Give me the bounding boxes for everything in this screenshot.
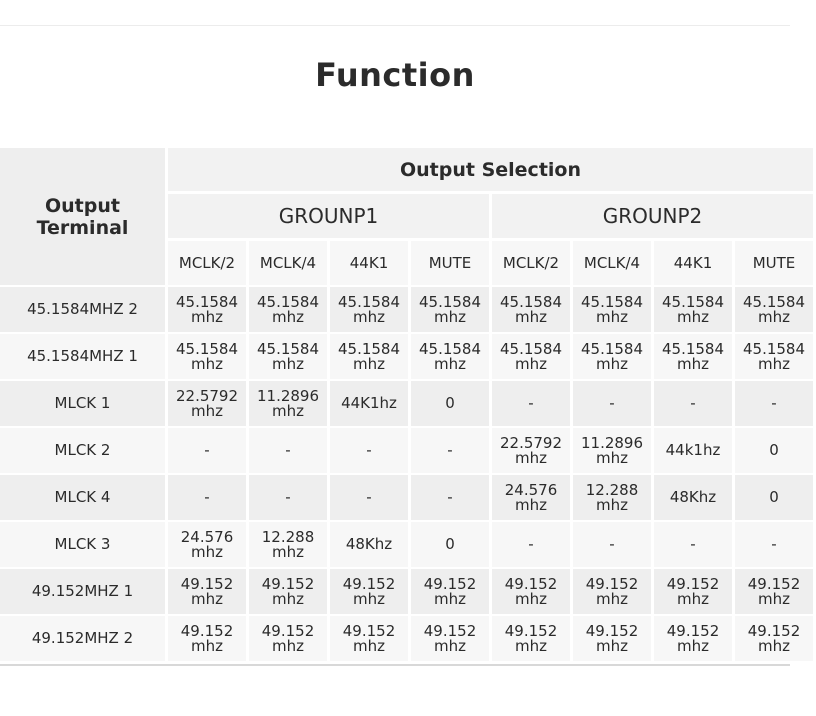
row-label: 49.152MHZ 1: [0, 569, 165, 616]
table-cell: 49.152 mhz: [492, 569, 570, 616]
table-cell: 49.152 mhz: [330, 616, 408, 663]
table-cell: 49.152 mhz: [492, 616, 570, 663]
column-header: MUTE: [411, 241, 489, 287]
table-row: [0, 428, 813, 475]
group-header-1: GROUNP1: [168, 194, 489, 241]
table-cell: -: [654, 381, 732, 428]
table-body: [0, 287, 813, 663]
table-cell: 45.1584 mhz: [654, 334, 732, 381]
function-table-container: [0, 148, 806, 664]
table-cell: 24.576 mhz: [168, 522, 246, 569]
table-row: [0, 569, 813, 616]
table-cell: 49.152 mhz: [330, 569, 408, 616]
table-cell: 45.1584 mhz: [492, 334, 570, 381]
table-cell: 45.1584 mhz: [168, 334, 246, 381]
table-cell: 12.288 mhz: [249, 522, 327, 569]
table-cell: -: [168, 475, 246, 522]
table-cell: -: [411, 428, 489, 475]
function-table: [0, 148, 816, 663]
table-cell: 45.1584 mhz: [654, 287, 732, 334]
table-cell: 45.1584 mhz: [735, 334, 813, 381]
table-cell: -: [492, 381, 570, 428]
table-cell: -: [492, 522, 570, 569]
table-cell: 0: [411, 522, 489, 569]
column-header: 44K1: [330, 241, 408, 287]
table-cell: 49.152 mhz: [573, 616, 651, 663]
table-cell: 49.152 mhz: [168, 616, 246, 663]
column-header: 44K1: [654, 241, 732, 287]
table-cell: 45.1584 mhz: [411, 334, 489, 381]
table-row: [0, 475, 813, 522]
table-cell: 45.1584 mhz: [492, 287, 570, 334]
table-cell: -: [168, 428, 246, 475]
row-label: MLCK 1: [0, 381, 165, 428]
output-terminal-header: Output Terminal: [0, 148, 165, 287]
bottom-divider: [0, 664, 790, 666]
row-label: MLCK 3: [0, 522, 165, 569]
column-header: MCLK/2: [492, 241, 570, 287]
table-row: [0, 616, 813, 663]
table-cell: 22.5792 mhz: [492, 428, 570, 475]
column-header: MUTE: [735, 241, 813, 287]
table-cell: 49.152 mhz: [168, 569, 246, 616]
table-cell: 11.2896 mhz: [249, 381, 327, 428]
table-cell: -: [654, 522, 732, 569]
table-cell: 45.1584 mhz: [330, 287, 408, 334]
table-cell: 0: [735, 428, 813, 475]
row-label: 45.1584MHZ 1: [0, 334, 165, 381]
table-cell: -: [249, 475, 327, 522]
table-cell: -: [330, 428, 408, 475]
table-cell: 45.1584 mhz: [573, 334, 651, 381]
column-header: MCLK/4: [249, 241, 327, 287]
table-row: [0, 287, 813, 334]
table-cell: 45.1584 mhz: [249, 334, 327, 381]
column-header: MCLK/2: [168, 241, 246, 287]
table-cell: -: [249, 428, 327, 475]
table-row: [0, 381, 813, 428]
table-cell: 45.1584 mhz: [735, 287, 813, 334]
table-cell: 49.152 mhz: [249, 616, 327, 663]
table-cell: 24.576 mhz: [492, 475, 570, 522]
top-divider: [0, 25, 790, 26]
page-title: Function: [315, 56, 475, 94]
table-cell: 49.152 mhz: [411, 616, 489, 663]
table-cell: 12.288 mhz: [573, 475, 651, 522]
table-cell: 22.5792 mhz: [168, 381, 246, 428]
table-cell: -: [573, 381, 651, 428]
column-header: MCLK/4: [573, 241, 651, 287]
table-cell: 45.1584 mhz: [411, 287, 489, 334]
table-cell: 48Khz: [330, 522, 408, 569]
table-cell: 49.152 mhz: [573, 569, 651, 616]
group-header-2: GROUNP2: [492, 194, 813, 241]
table-cell: 49.152 mhz: [735, 569, 813, 616]
table-cell: -: [735, 522, 813, 569]
table-cell: 48Khz: [654, 475, 732, 522]
row-label: 45.1584MHZ 2: [0, 287, 165, 334]
table-cell: -: [411, 475, 489, 522]
row-label: MLCK 2: [0, 428, 165, 475]
table-cell: 49.152 mhz: [735, 616, 813, 663]
table-cell: 49.152 mhz: [654, 569, 732, 616]
table-cell: 49.152 mhz: [249, 569, 327, 616]
table-cell: -: [330, 475, 408, 522]
table-cell: 45.1584 mhz: [573, 287, 651, 334]
table-row: [0, 334, 813, 381]
table-cell: 0: [735, 475, 813, 522]
row-label: 49.152MHZ 2: [0, 616, 165, 663]
output-selection-header: Output Selection: [168, 148, 813, 194]
table-cell: 45.1584 mhz: [249, 287, 327, 334]
table-cell: -: [735, 381, 813, 428]
table-cell: 44K1hz: [330, 381, 408, 428]
table-cell: 49.152 mhz: [411, 569, 489, 616]
table-cell: 45.1584 mhz: [330, 334, 408, 381]
table-row: [0, 522, 813, 569]
table-cell: 44k1hz: [654, 428, 732, 475]
row-label: MLCK 4: [0, 475, 165, 522]
table-cell: 45.1584 mhz: [168, 287, 246, 334]
table-cell: 11.2896 mhz: [573, 428, 651, 475]
table-cell: 0: [411, 381, 489, 428]
table-cell: -: [573, 522, 651, 569]
table-cell: 49.152 mhz: [654, 616, 732, 663]
